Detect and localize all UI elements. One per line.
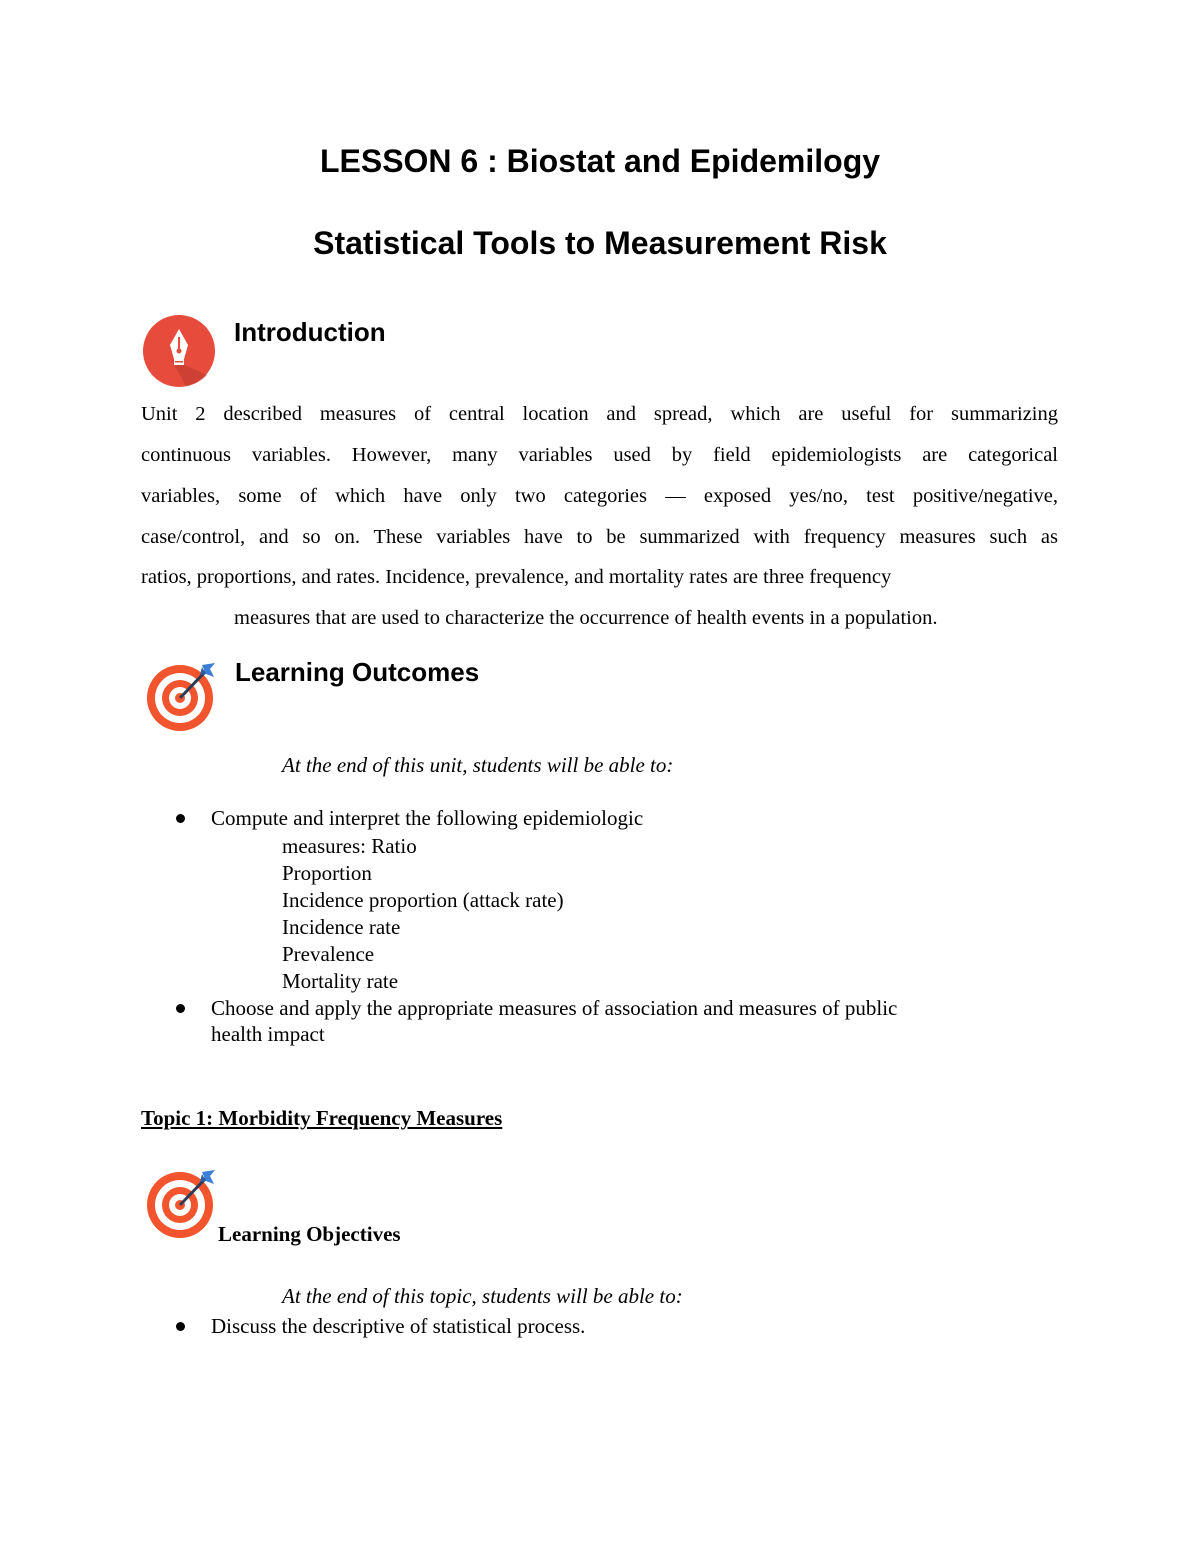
outcome-bullet-2: Choose and apply the appropriate measures of association and measures of public	[211, 996, 898, 1020]
bullet-marker	[176, 1004, 185, 1013]
intro-line-2: continuous variables. However, many variables used by field epidemiologists are categorical	[141, 444, 1058, 466]
intro-line-6: measures that are used to characterize the occurrence of health events in a population.	[234, 607, 938, 629]
intro-line-3: variables, some of which have only two categories — exposed yes/no, test positive/negative,	[141, 485, 1058, 507]
outcome-sub-item-6: Mortality rate	[282, 969, 399, 993]
topic-1-heading: Topic 1: Morbidity Frequency Measures	[141, 1106, 503, 1130]
introduction-heading: Introduction	[234, 317, 386, 347]
learning-outcomes-intro: At the end of this unit, students will be able to:	[282, 753, 674, 777]
learning-objectives-intro: At the end of this topic, students will be able to:	[282, 1284, 683, 1308]
intro-line-5: ratios, proportions, and rates. Incidence, prevalence, and mortality rates are three frequency	[141, 566, 892, 588]
bullet-marker	[176, 1322, 185, 1331]
outcome-sub-item-4: Incidence rate	[282, 915, 401, 939]
outcome-bullet-2-cont: health impact	[211, 1022, 325, 1046]
lesson-title: LESSON 6 : Biostat and Epidemilogy	[319, 143, 881, 179]
target-arrow-icon	[144, 1168, 218, 1240]
intro-line-4: case/control, and so on. These variables have to be summarized with frequency measures such as	[141, 526, 1058, 548]
outcome-sub-item-3: Incidence proportion (attack rate)	[282, 888, 564, 912]
outcome-sub-item-5: Prevalence	[282, 942, 375, 966]
learning-outcomes-heading: Learning Outcomes	[235, 657, 480, 687]
bullet-marker	[176, 814, 185, 823]
fountain-pen-icon	[141, 315, 217, 387]
outcome-sub-item-2: Proportion	[282, 861, 372, 885]
outcome-bullet-1: Compute and interpret the following epidemiologic	[211, 806, 644, 830]
lesson-subtitle: Statistical Tools to Measurement Risk	[313, 225, 887, 261]
learning-objectives-heading: Learning Objectives	[218, 1222, 401, 1246]
outcome-sub-item-1: measures: Ratio	[282, 834, 417, 858]
target-arrow-icon	[144, 661, 218, 733]
objective-bullet-1: Discuss the descriptive of statistical process.	[211, 1314, 586, 1338]
intro-line-1: Unit 2 described measures of central location and spread, which are useful for summarizing	[141, 403, 1058, 425]
